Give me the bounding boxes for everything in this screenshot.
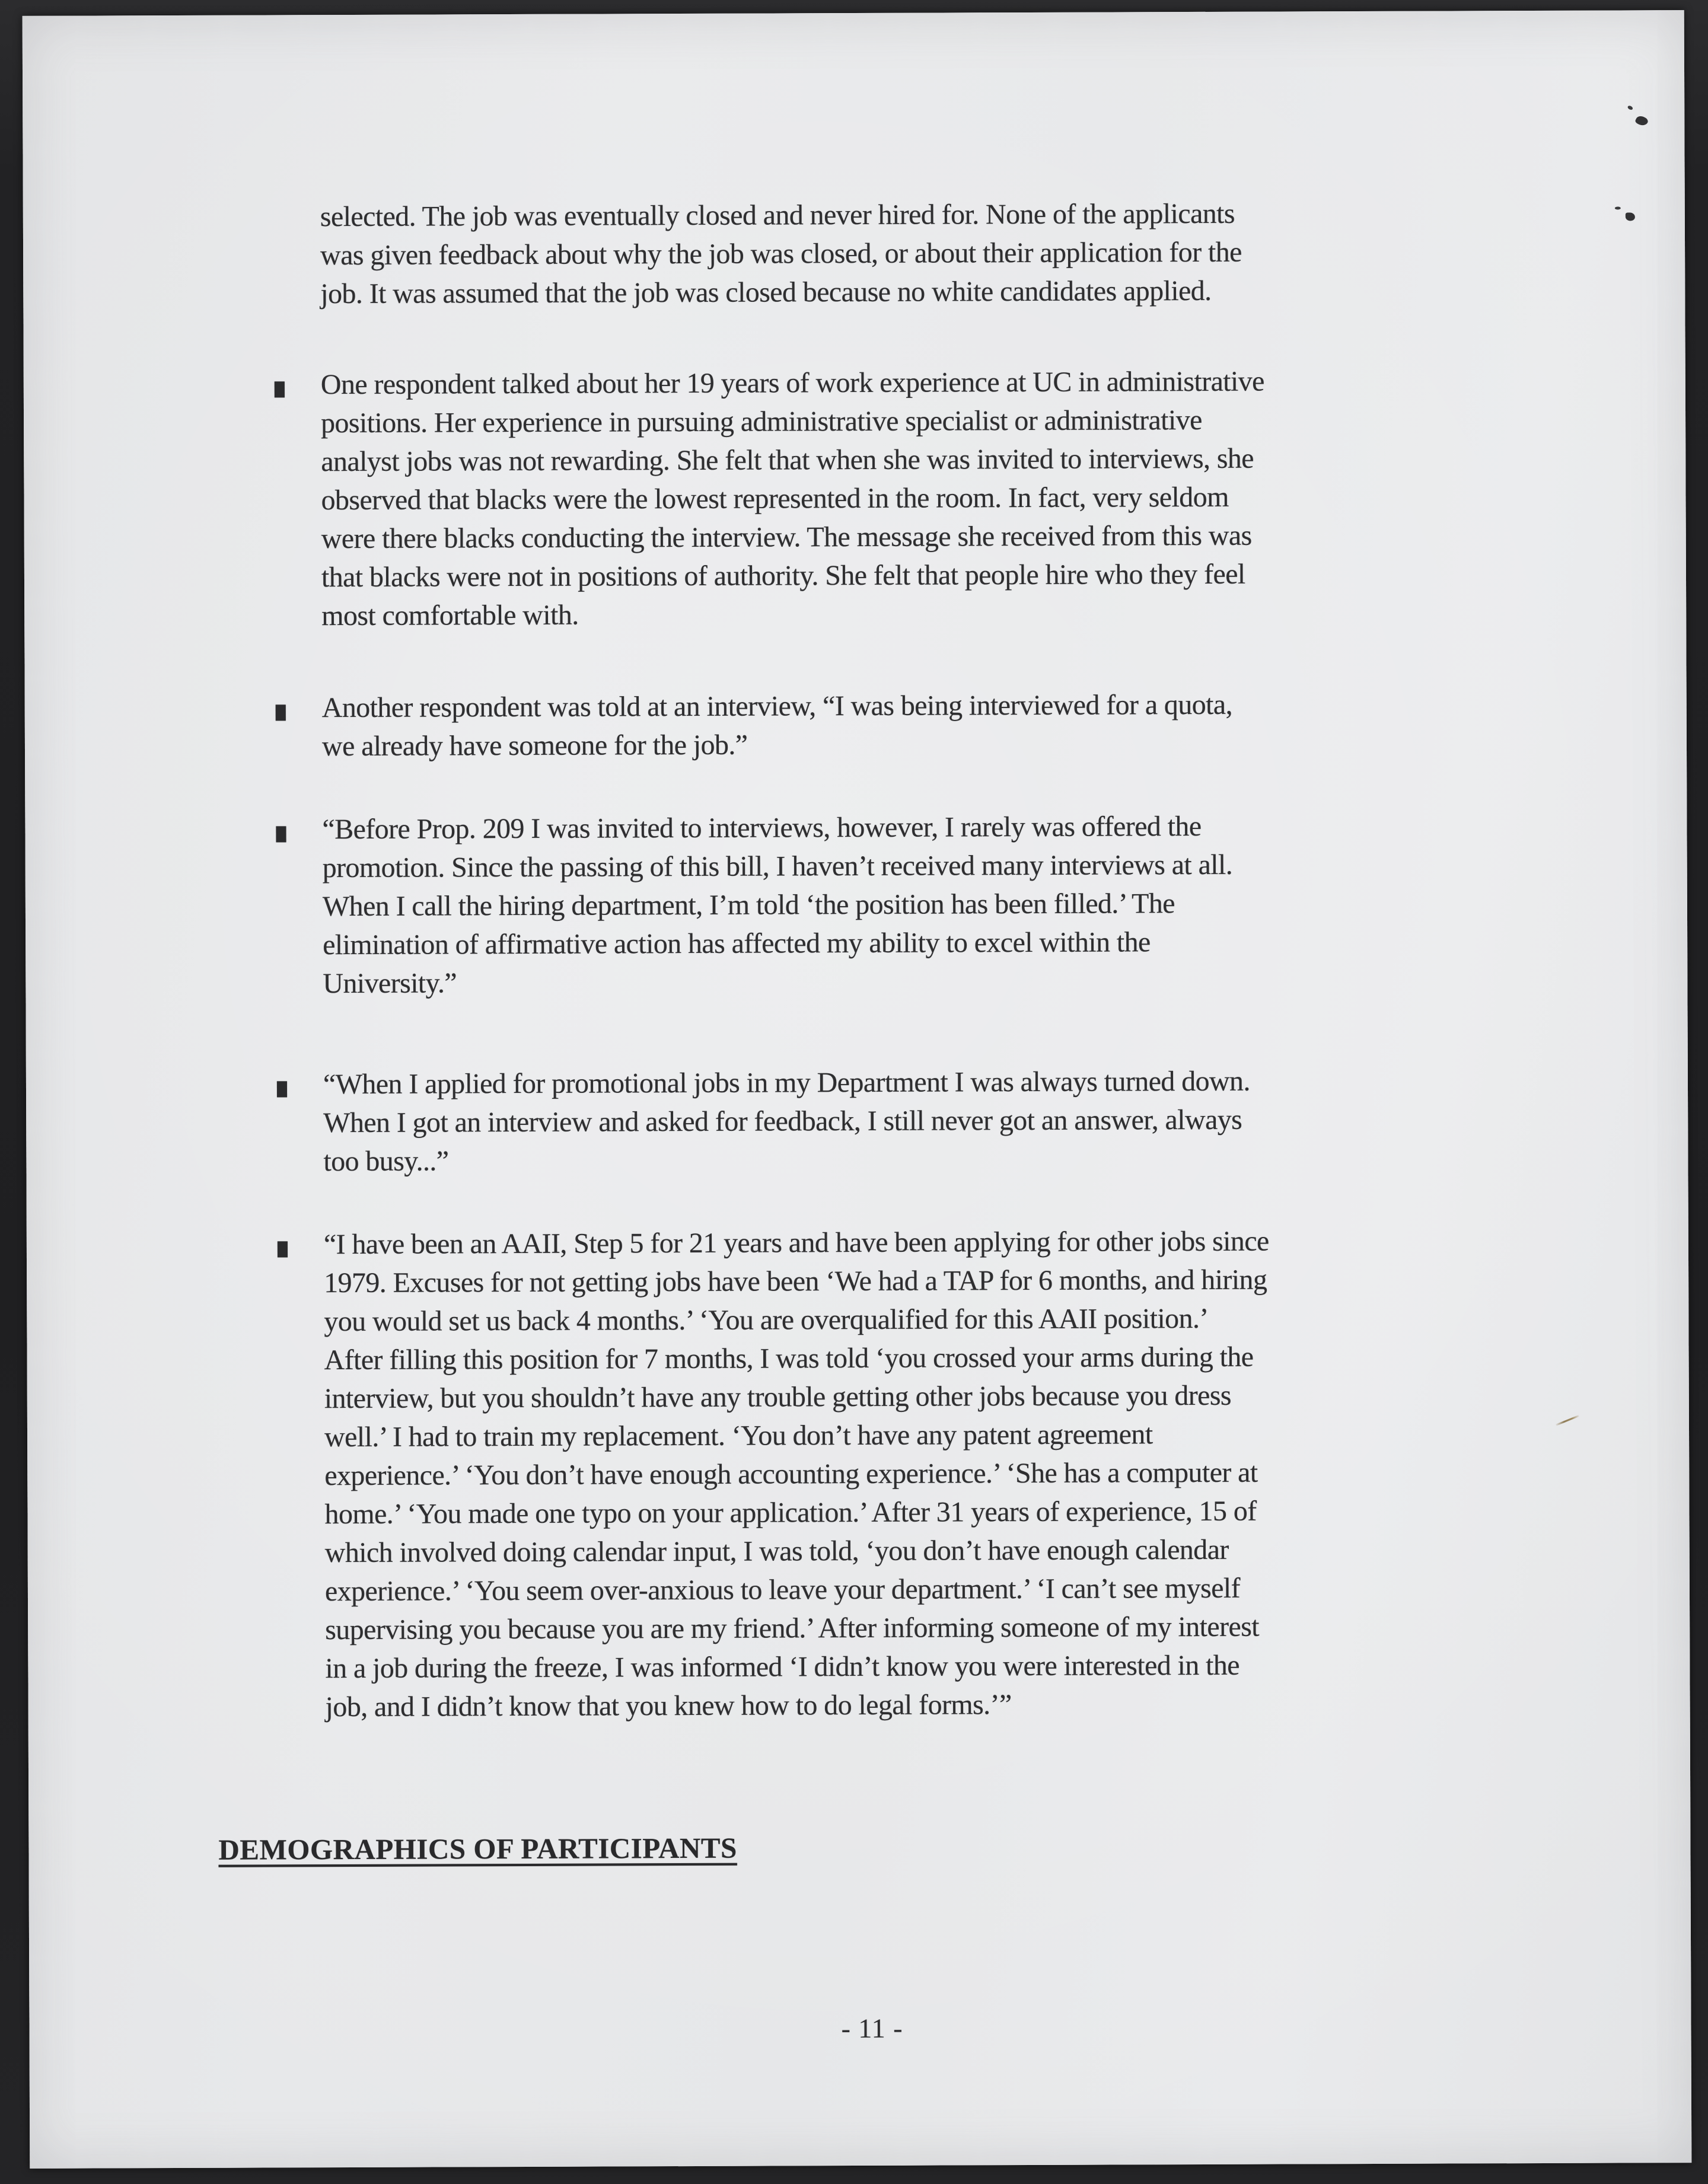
- bullet-text: “When I applied for promotional jobs in my Department I was always turned down. When I got an interview and asked for feedback, I still never got an answer, always too busy...”: [323, 1065, 1250, 1178]
- bullet-item: [273, 361, 1467, 635]
- section-heading: DEMOGRAPHICS OF PARTICIPANTS: [218, 1831, 737, 1866]
- bullet-text: Another respondent was told at an interview, “I was being interviewed for a quota, we already have someone for the job.”: [321, 688, 1233, 763]
- bullet-text: “Before Prop. 209 I was invited to interviews, however, I rarely was offered the promotion. Since the passing of this bill, I haven’t received many interviews at all. When I call the hiring department, I’m told ‘the position has been filled.’ The elimination of affirmative action has affected my ability to excel within the University.”: [322, 810, 1233, 1000]
- scratch-mark: [1556, 1415, 1579, 1426]
- bullet-square-icon: [276, 826, 286, 842]
- paper-sheet: [23, 10, 1692, 2169]
- bullet-text: “I have been an AAII, Step 5 for 21 years and have been applying for other jobs since 1979. Excuses for not getting jobs have been ‘We had a TAP for 6 months, and hiring you would set us back 4 months.’ ‘You are overqualified for this AAII position.’ After filling this position for 7 months, I was told ‘you crossed your arms during the interview, but you shouldn’t have any trouble getting other jobs because you dress well.’ I had to train my replacement. ‘You don’t have any patent agreement experience.’ ‘You don’t have enough accounting experience.’ ‘She has a computer at home.’ ‘You made one typo on your application.’ After 31 years of experience, 15 of which involved doing calendar input, I was told, ‘you don’t have enough calendar experience.’ ‘You seem over-anxious to leave your department.’ ‘I can’t see myself supervising you because you are my friend.’ After informing someone of my interest in a job during the freeze, I was informed ‘I didn’t know you were interested in the job, and I didn’t know that you knew how to do legal forms.’”: [323, 1225, 1269, 1723]
- bullet-square-icon: [278, 1241, 288, 1257]
- bullet-item: [275, 684, 1467, 766]
- bullet-text: One respondent talked about her 19 years of work experience at UC in administrative positions. Her experience in pursuing administrative specialist or administrative analyst jobs was not rewarding. She felt that when she was invited to interviews, she observed that blacks were the lowest represented in the room. In fact, very seldom were there blacks conducting the interview. The message she received from this was that blacks were not in positions of authority. She felt that people hire who they feel most comfortable with.: [320, 365, 1264, 632]
- bullet-item: [276, 1221, 1470, 1726]
- continuation-paragraph: selected. The job was eventually closed and never hired for. None of the applicants was given feedback about why the job was closed, or about their application for the job. It was assumed that the job was closed because no white candidates applied.: [320, 197, 1242, 310]
- bullet-square-icon: [277, 1081, 287, 1097]
- bullet-square-icon: [275, 381, 285, 397]
- bullet-item: [275, 806, 1467, 1003]
- bullet-square-icon: [276, 704, 286, 720]
- ink-speck: [1626, 212, 1635, 221]
- bullet-item: [276, 1061, 1468, 1181]
- ink-speck: [1634, 114, 1649, 128]
- page-number: - 11 -: [841, 2013, 903, 2044]
